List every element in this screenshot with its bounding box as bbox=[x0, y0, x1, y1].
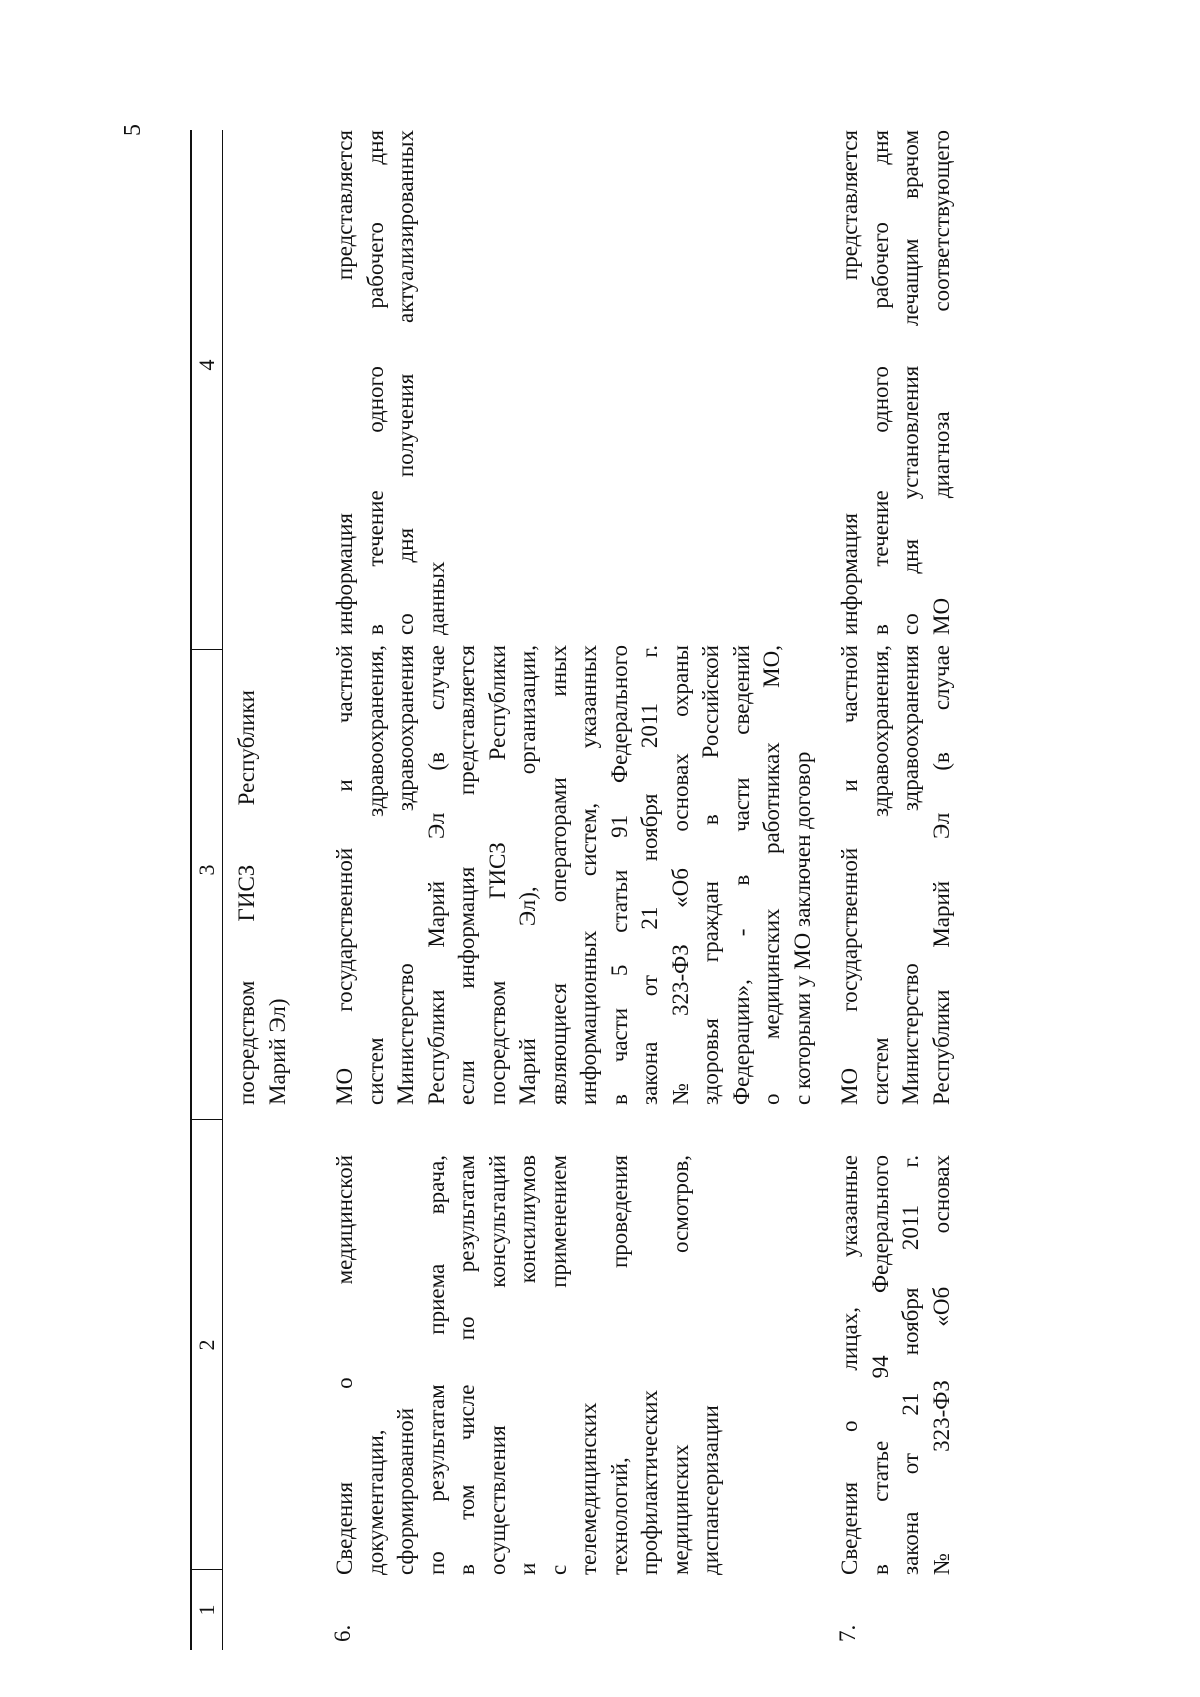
text-line: сформированной bbox=[393, 1407, 418, 1575]
column-header-2: 2 bbox=[194, 1339, 219, 1351]
table-sheet bbox=[190, 130, 1070, 1650]
text-line: по результатам приема врача, bbox=[423, 1155, 449, 1575]
text-line: Министерство здравоохранения bbox=[898, 645, 923, 1105]
text-line: Марий Эл), организации, bbox=[515, 645, 540, 1105]
text-line: № 323-ФЗ «Об основах охраны bbox=[667, 645, 693, 1105]
text-line: информационных систем, указанных bbox=[576, 645, 601, 1105]
text-line: Сведения о медицинской bbox=[332, 1155, 357, 1575]
text-line: в течение одного рабочего дня bbox=[362, 130, 388, 635]
header-bottom-border bbox=[222, 130, 223, 1650]
text-line: Республики Марий Эл (в случае bbox=[928, 645, 954, 1105]
text-line: закона от 21 ноября 2011 г. bbox=[637, 645, 662, 1105]
text-line: со дня получения актуализированных bbox=[393, 130, 418, 635]
text-line: закона от 21 ноября 2011 г. bbox=[898, 1155, 923, 1575]
text-line: МО государственной и частной bbox=[837, 645, 862, 1105]
text-line: информация представляется bbox=[837, 130, 862, 635]
text-line: здоровья граждан в Российской bbox=[698, 645, 723, 1105]
text-line: телемедицинских bbox=[576, 1402, 601, 1575]
text-line: МО государственной и частной bbox=[332, 645, 357, 1105]
text-line: Сведения о лицах, указанные bbox=[837, 1155, 862, 1575]
text-line: в том числе по результатам bbox=[454, 1155, 479, 1575]
page-number: 5 bbox=[120, 124, 146, 136]
column-divider-3 bbox=[190, 649, 223, 650]
text-line: являющиеся операторами иных bbox=[545, 645, 571, 1105]
text-line: в статье 94 Федерального bbox=[867, 1155, 893, 1575]
text-line: профилактических bbox=[637, 1390, 662, 1575]
text-line: медицинских осмотров, bbox=[667, 1155, 693, 1575]
column-divider-1 bbox=[190, 1569, 223, 1570]
row-6-col3 bbox=[330, 645, 818, 1105]
text-line: систем здравоохранения, bbox=[867, 645, 893, 1105]
row-6-col2 bbox=[330, 1155, 727, 1575]
text-line: Министерство здравоохранения bbox=[393, 645, 418, 1105]
column-header-4: 4 bbox=[194, 359, 219, 371]
row-6-number: 6. bbox=[330, 1624, 355, 1642]
table-top-border bbox=[190, 130, 192, 1650]
column-divider-2 bbox=[190, 1119, 223, 1120]
text-line: данных bbox=[423, 561, 449, 635]
text-line: Федерации», - в части сведений bbox=[728, 645, 754, 1105]
text-line: № 323-ФЗ «Об основах bbox=[928, 1155, 954, 1575]
text-line: систем здравоохранения, bbox=[362, 645, 388, 1105]
row-7-col4 bbox=[835, 130, 957, 635]
row-7-number: 7. bbox=[835, 1624, 860, 1642]
text-line: Республики Марий Эл (в случае bbox=[423, 645, 449, 1105]
column-header-3: 3 bbox=[194, 864, 219, 876]
text-line: в течение одного рабочего дня bbox=[867, 130, 893, 635]
text-line: если информация представляется bbox=[454, 645, 479, 1105]
text-line: МО диагноза соответствующего bbox=[928, 130, 954, 635]
text-line: и консилиумов bbox=[515, 1155, 540, 1575]
text-line: с которыми у МО заключен договор bbox=[789, 751, 815, 1105]
row-6-col4 bbox=[330, 130, 452, 635]
text-line: с применением bbox=[545, 1155, 571, 1575]
text-line: в части 5 статьи 91 Федерального bbox=[606, 645, 632, 1105]
text-line: информация представляется bbox=[332, 130, 357, 635]
text-line: со дня установления лечащим врачом bbox=[898, 130, 923, 635]
row-7-col3 bbox=[835, 645, 957, 1105]
text-line: посредством ГИСЗ Республики bbox=[484, 645, 510, 1105]
text-line: технологий, проведения bbox=[606, 1155, 632, 1575]
column-header-1: 1 bbox=[194, 1604, 219, 1616]
text-line: осуществления консультаций bbox=[484, 1155, 510, 1575]
text-line: диспансеризации bbox=[698, 1405, 723, 1575]
row-7-col2 bbox=[835, 1155, 957, 1575]
text-line: посредством ГИСЗ Республики bbox=[234, 690, 259, 1105]
text-line: о медицинских работниках МО, bbox=[759, 645, 784, 1105]
text-line: документации, bbox=[362, 1429, 388, 1575]
continuation-col3 bbox=[232, 690, 293, 1105]
text-line: Марий Эл) bbox=[264, 998, 290, 1105]
